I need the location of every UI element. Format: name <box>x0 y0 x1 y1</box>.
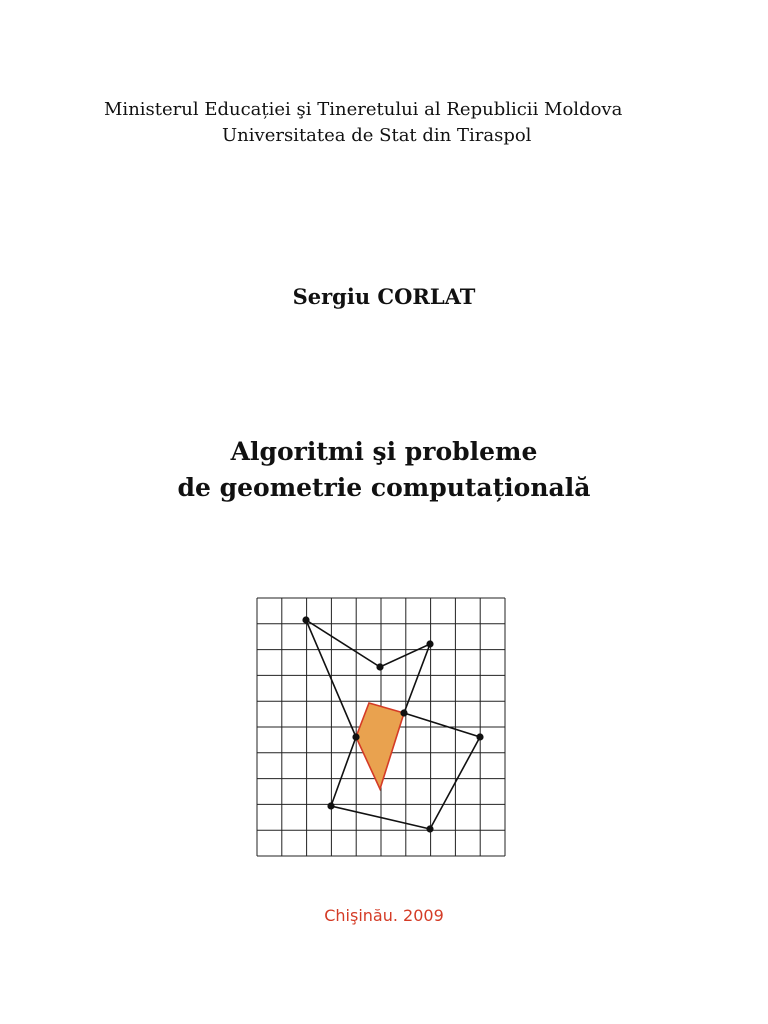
vertex-1 <box>302 616 309 623</box>
vertex-3 <box>426 640 433 647</box>
grid-illustration <box>256 597 506 857</box>
highlight-quadrilateral <box>356 703 404 789</box>
vertex-2 <box>376 663 383 670</box>
geometry-figure <box>256 597 506 857</box>
title-line-2: de geometrie computațională <box>177 473 591 502</box>
vertex-7 <box>327 802 334 809</box>
author-name: Sergiu CORLAT <box>292 284 476 309</box>
ministry-name: Ministerul Educației şi Tineretului al Republicii Moldova <box>104 99 623 120</box>
vertex-4 <box>400 709 407 716</box>
book-title <box>0 434 768 506</box>
place-and-year: Chişinău. 2009 <box>324 906 444 925</box>
university-name: Universitatea de Stat din Tiraspol <box>222 125 532 146</box>
vertex-8 <box>352 733 359 740</box>
vertex-6 <box>426 825 433 832</box>
vertex-5 <box>476 733 483 740</box>
title-line-1: Algoritmi şi probleme <box>230 437 538 466</box>
